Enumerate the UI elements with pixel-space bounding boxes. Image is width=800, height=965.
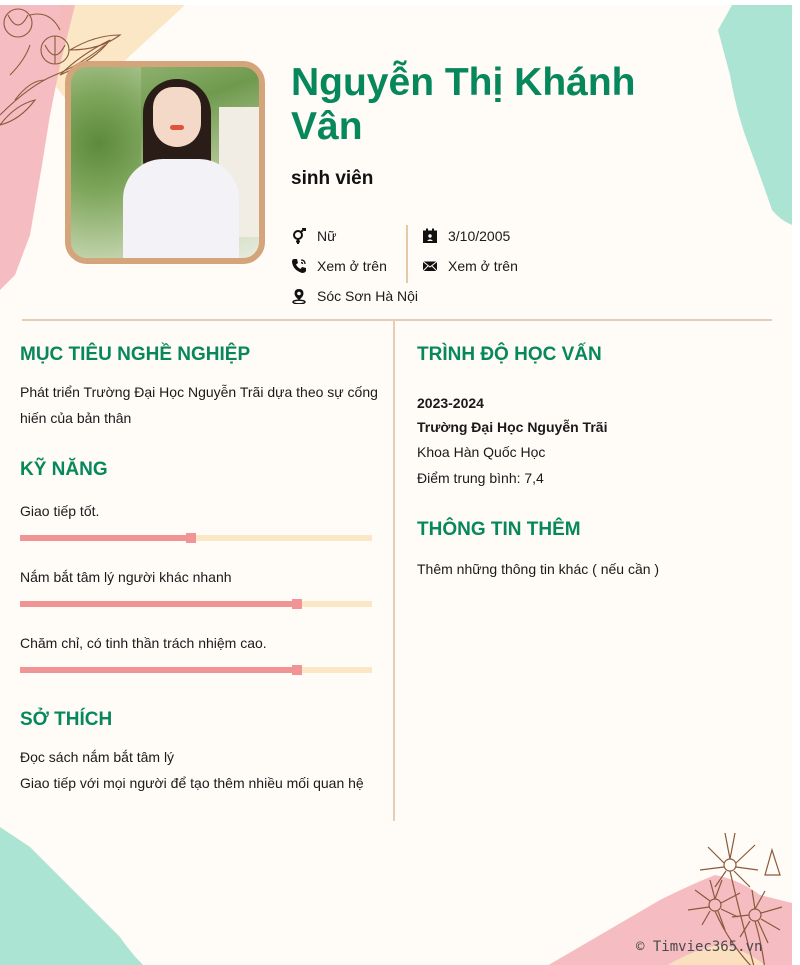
info-divider	[406, 225, 408, 283]
skill-label: Chăm chỉ, có tinh thần trách nhiệm cao.	[20, 635, 267, 651]
info-address	[291, 286, 418, 306]
section-title-extra: THÔNG TIN THÊM	[417, 519, 581, 540]
info-phone	[291, 256, 387, 276]
section-title-education: TRÌNH ĐỘ HỌC VẤN	[417, 344, 602, 365]
avatar-photo	[65, 61, 265, 264]
section-title-hobbies: SỞ THÍCH	[20, 709, 113, 730]
envelope-icon	[422, 258, 438, 274]
skill-bar	[20, 601, 372, 607]
skill-label: Nắm bắt tâm lý người khác nhanh	[20, 569, 232, 585]
hobby-item: Giao tiếp với mọi người để tạo thêm nhiều mối quan hệ	[20, 775, 364, 791]
address-value: Sóc Sơn Hà Nội	[317, 288, 419, 304]
info-birthday	[422, 226, 510, 246]
calendar-icon	[422, 228, 438, 244]
birthday-value: 3/10/2005	[448, 228, 511, 244]
cv-page	[0, 5, 792, 965]
section-title-skills: KỸ NĂNG	[20, 459, 108, 480]
column-divider	[393, 321, 395, 821]
phone-value: Xem ở trên	[317, 258, 387, 274]
location-pin-icon	[291, 288, 307, 304]
education-school: Trường Đại Học Nguyễn Trãi	[417, 419, 608, 435]
education-gpa: Điểm trung bình: 7,4	[417, 470, 544, 486]
skill-bar	[20, 535, 372, 541]
skill-bar	[20, 667, 372, 673]
gender-value: Nữ	[317, 228, 337, 244]
candidate-name: Nguyễn Thị Khánh Vân	[291, 61, 636, 148]
copyright: © Timviec365.vn	[636, 939, 763, 955]
info-email	[422, 256, 518, 276]
education-period: 2023-2024	[417, 395, 484, 411]
watercolor-bottom-left-decoration	[0, 827, 150, 965]
phone-icon	[291, 258, 307, 274]
header-divider	[22, 319, 772, 321]
email-value: Xem ở trên	[448, 258, 518, 274]
info-gender	[291, 226, 336, 246]
gender-icon	[291, 228, 307, 244]
objective-text: Phát triển Trường Đại Học Nguyễn Trãi dựa theo sự cống hiến của bản thân	[20, 384, 378, 426]
skill-label: Giao tiếp tốt.	[20, 503, 100, 519]
section-title-objective: MỤC TIÊU NGHỀ NGHIỆP	[20, 344, 251, 365]
hobby-item: Đọc sách nắm bắt tâm lý	[20, 749, 175, 765]
education-major: Khoa Hàn Quốc Học	[417, 444, 546, 460]
extra-text: Thêm những thông tin khác ( nếu cần )	[417, 561, 660, 577]
watercolor-top-right-decoration	[710, 5, 792, 230]
candidate-role: sinh viên	[291, 168, 374, 189]
